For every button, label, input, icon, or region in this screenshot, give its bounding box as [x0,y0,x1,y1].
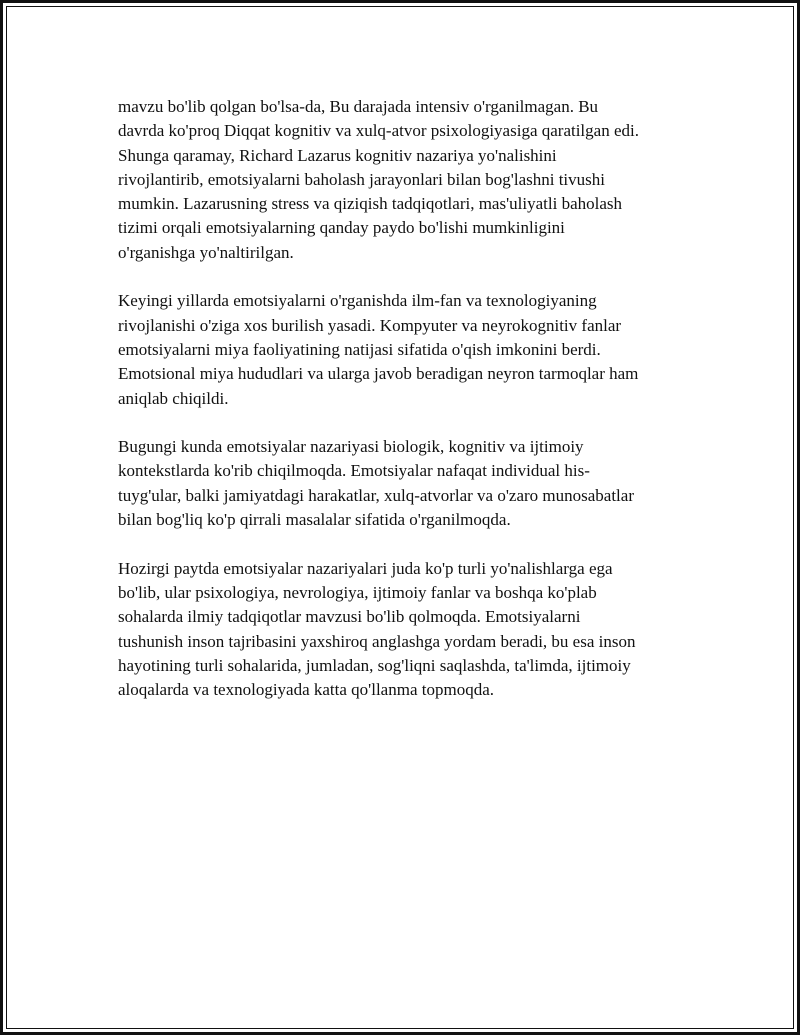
paragraph-1: mavzu bo'lib qolgan bo'lsa-da, Bu darajada intensiv o'rganilmagan. Bu davrda ko'proq Diqqat kognitiv va xulq-atvor psixologiyasiga qaratilgan edi. Shunga qaramay, Richard Lazarus kognitiv nazariya yo'nalishini rivojlantirib, emotsiyalarni baholash jarayonlari bilan bog'lashni tivushi mumkin. Lazarusning stress va qiziqish tadqiqotlari, mas'uliyatli baholash tizimi orqali emotsiyalarning qanday paydo bo'lishi mumkinligini o'rganishga yo'naltirilgan. [118,97,639,262]
document-body [118,95,693,727]
paragraph-4: Hozirgi paytda emotsiyalar nazariyalari juda ko'p turli yo'nalishlarga ega bo'lib, ular psixologiya, nevrologiya, ijtimoiy fanlar va boshqa ko'plab sohalarda ilmiy tadqiqotlar mavzusi bo'lib qolmoqda. Emotsiyalarni tushunish inson tajribasini yaxshiroq anglashga yordam beradi, bu esa inson hayotining turli sohalarida, jumladan, sog'liqni saqlashda, ta'limda, ijtimoiy aloqalarda va texnologiyada katta qo'llanma topmoqda. [118,558,636,700]
paragraph-3: Bugungi kunda emotsiyalar nazariyasi biologik, kognitiv va ijtimoiy kontekstlarda ko'rib chiqilmoqda. Emotsiyalar nafaqat individual his- tuyg'ular, balki jamiyatdagi harakatlar, xulq-atvorlar va o'zaro munosabatlar bilan bog'liq ko'p qirrali masalalar sifatida o'rganilmoqda. [118,437,634,530]
paragraph-2: Keyingi yillarda emotsiyalarni o'rganishda ilm-fan va texnologiyaning rivojlanishi o'ziga xos burilish yasadi. Kompyuter va neyrokognitiv fanlar emotsiyalarni miya faoliyatining natijasi sifatida o'qish imkonini berdi. Emotsional miya hududlari va ularga javob beradigan neyron tarmoqlar ham aniqlab chiqildi. [118,291,639,408]
